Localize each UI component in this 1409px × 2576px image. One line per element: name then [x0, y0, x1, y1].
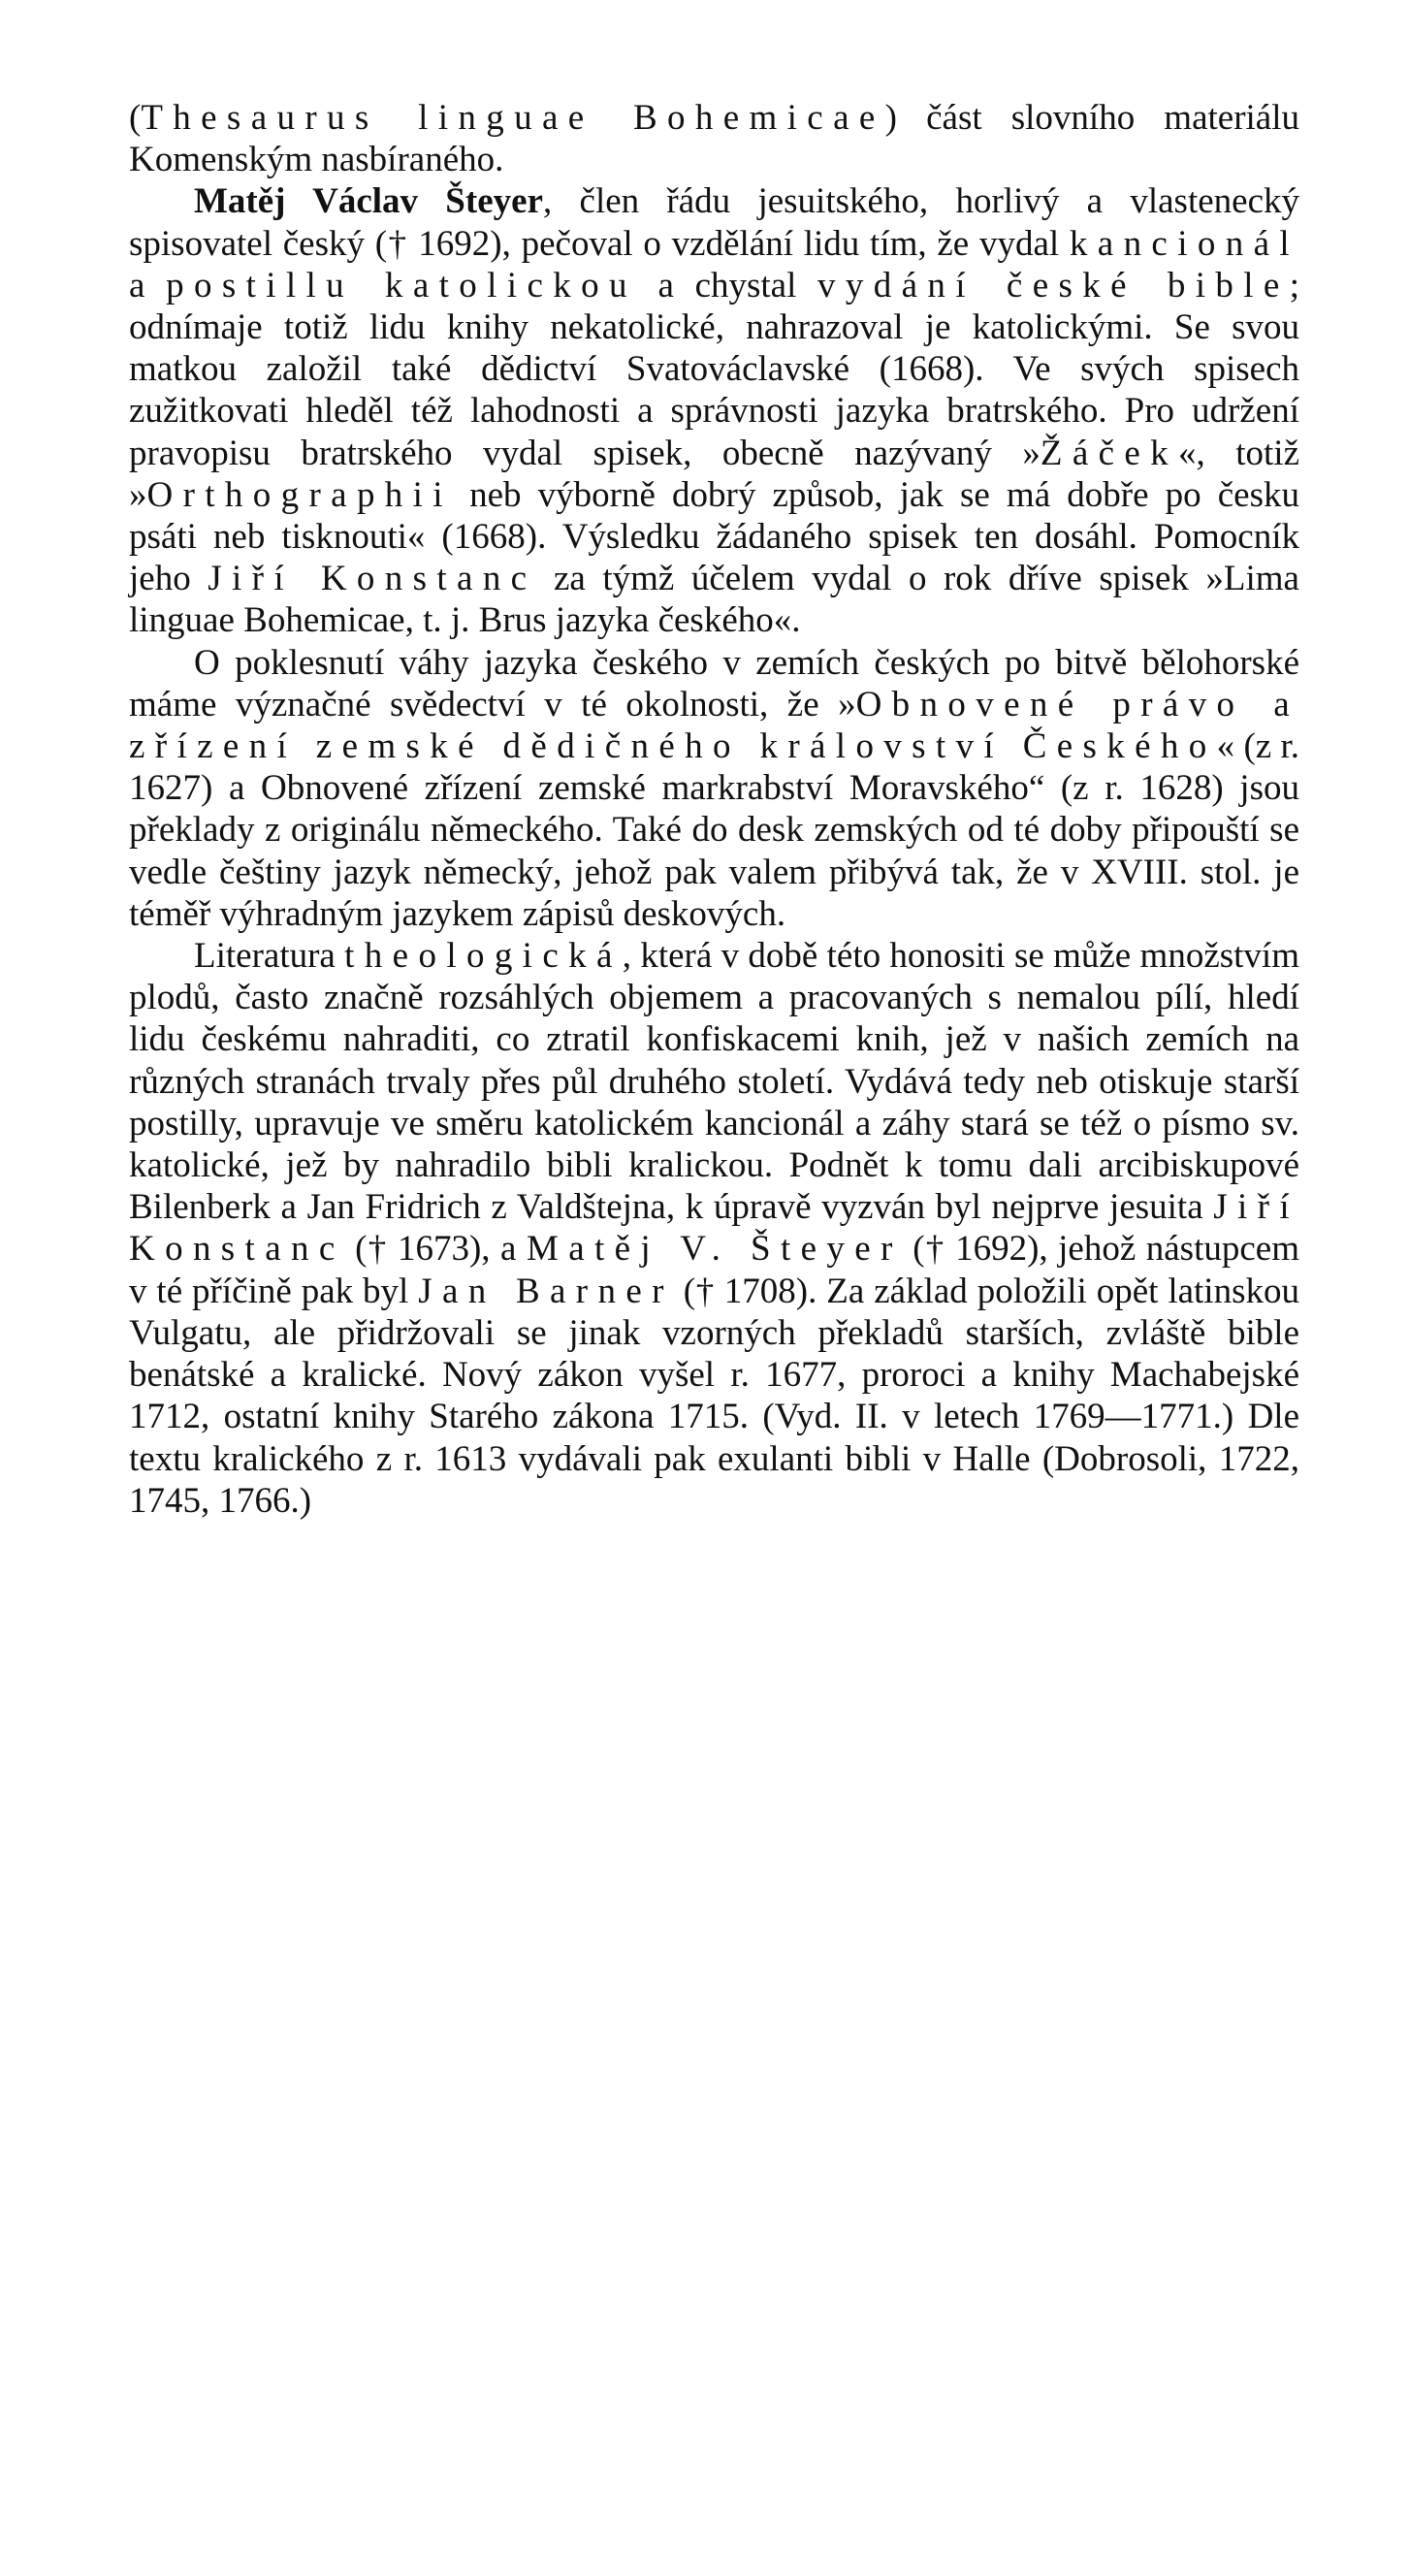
body-text: († 1692), jehož nástupcem v té příčině pak byl: [129, 1229, 1299, 1311]
spaced-emphasis-text: Obnovené právo a zřízení zemské dědičného království Českého: [129, 684, 1299, 767]
spaced-emphasis-text: Orthographii: [146, 474, 453, 515]
body-text: ; odnímaje totiž lidu knihy nekatolické, nahrazoval je katolickými. Se svou matkou založil také dědictví Svatováclavské (1668). Ve svých spisech zužitkovati hleděl též lahodnosti a správnosti jazyka bratrského. Pro udržení pravopisu bratrského vydal spisek, obecně nazývaný »: [129, 265, 1299, 473]
body-text: , člen řádu jesuitského, horlivý a vlastenecký spisovatel český († 1692), pečoval o vzdělání lidu tím, že vydal: [129, 181, 1299, 264]
paragraph-2: [129, 180, 1299, 641]
spaced-emphasis-text: vydání české bible: [817, 265, 1290, 306]
spaced-emphasis-text: Matěj V. Šteyer: [526, 1229, 903, 1270]
document-page: [129, 97, 1299, 1522]
body-text: , která v době této honositi se může množstvím plodů, často značně rozsáhlých objemem a pracovaných s nemalou pílí, hledí lidu českému nahraditi, co ztratil konfiskacemi knih, jež v našich zemích na různých stranách trvaly přes půl druhého století. Vydává tedy neb otiskuje starší postilly, upravuje ve směru katolickém kancionál a záhy stará se též o písmo sv. katolické, jež by nahradilo bibli kralickou. Podnět k tomu dali arcibiskupové Bilenberk a Jan Fridrich z Valdštejna, k úpravě vyzván byl nejprve jesuita: [129, 936, 1299, 1228]
spaced-emphasis-text: kancionál: [1069, 223, 1299, 264]
spaced-emphasis-text: Jan Barner: [418, 1271, 674, 1311]
spaced-emphasis-text: Thesaurus linguae Bohemicae: [141, 98, 885, 138]
body-text: neb výborně dobrý způsob, jak se má dobře po česku psáti neb tisknouti« (1668). Výsledku žádaného spisek ten dosáhl. Pomocník jeho: [129, 474, 1299, 599]
bold-name-text: Matěj Václav Šteyer: [194, 181, 543, 222]
body-text: (: [129, 98, 142, 138]
paragraph-3: [129, 642, 1299, 935]
spaced-emphasis-text: theologická: [344, 936, 623, 977]
spaced-emphasis-text: Žáček: [1040, 433, 1179, 473]
spaced-emphasis-text: postillu katolickou: [166, 265, 637, 306]
paragraph-1: [129, 97, 1299, 180]
body-text: († 1708). Za základ položili opět latinskou Vulgatu, ale přidržovali se jinak vzorných překladů starších, zvláště bible benátské a kralické. Nový zákon vyšel r. 1677, proroci a knihy Machabejské 1712, ostatní knihy Starého zákona 1715. (Vyd. II. v letech 1769—1771.) Dle textu kralického z r. 1613 vydávali pak exulanti bibli v Halle (Dobrosoli, 1722, 1745, 1766.): [129, 1271, 1299, 1521]
body-text: O poklesnutí váhy jazyka českého v zemích českých po bitvě bělohorské máme význačné svědectví v té okolnosti, že »: [129, 642, 1299, 724]
body-text: za týmž účelem vydal o rok dříve spisek »Lima linguae Bohemicae, t. j. Brus jazyka českého«.: [129, 559, 1299, 641]
paragraph-4: [129, 935, 1299, 1522]
body-text: « (z r. 1627) a Obnovené zřízení zemské markrabství Moravského“ (z r. 1628) jsou překlady z originálu německého. Také do desk zemských od té doby připouští se vedle češtiny jazyk německý, jehož pak valem přibývá tak, že v XVIII. stol. je téměř výhradným jazykem zápisů deskových.: [129, 726, 1299, 934]
spaced-emphasis-text: Jiří Konstanc: [208, 559, 537, 599]
body-text: «, totiž »: [129, 433, 1300, 515]
body-text: († 1673), a: [344, 1229, 527, 1270]
body-text: a chystal: [636, 265, 818, 306]
body-text: a: [129, 265, 167, 306]
body-text: Literatura: [194, 936, 345, 977]
spaced-emphasis-text: Jiří Konstanc: [129, 1187, 1299, 1270]
body-text: ) část slovního materiálu Komenským nasbíraného.: [129, 98, 1300, 180]
